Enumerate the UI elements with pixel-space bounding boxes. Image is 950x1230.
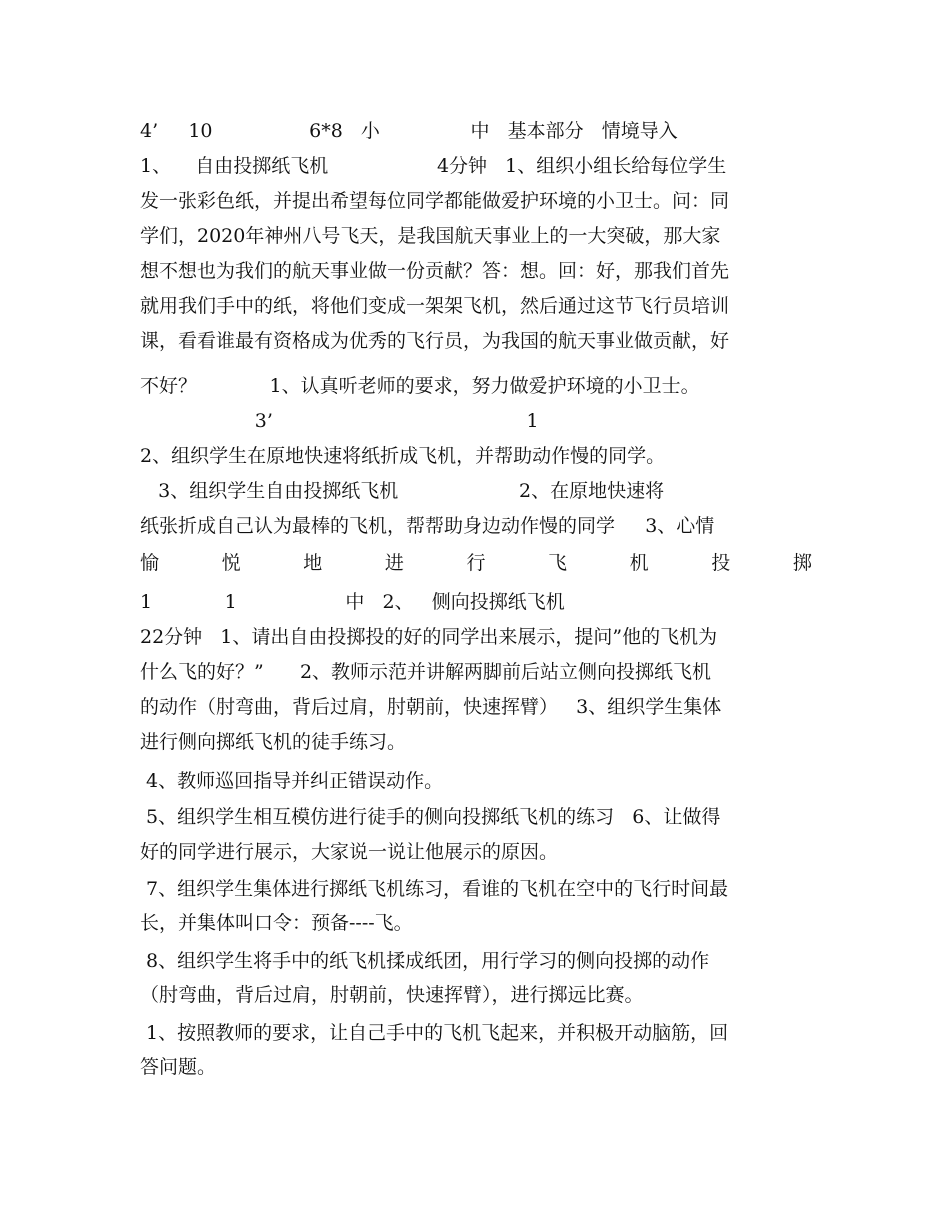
justified-glyph: 悦	[221, 552, 241, 574]
text-line: 2、组织学生在原地快速将纸折成飞机，并帮助动作慢的同学。	[140, 445, 666, 467]
text-line: 就用我们手中的纸，将他们变成一架架飞机，然后通过这节飞行员培训	[140, 295, 730, 317]
text-line: 7、组织学生集体进行掷纸飞机练习，看谁的飞机在空中的飞行时间最	[140, 878, 729, 900]
text-line: 8、组织学生将手中的纸飞机揉成纸团，用行学习的侧向投掷的动作	[140, 950, 710, 972]
text-line: 纸张折成自己认为最棒的飞机，帮帮助身边动作慢的同学 3、心情	[140, 515, 715, 537]
text-line: 22分钟 1、请出自由投掷投的好的同学出来展示，提问”他的飞机为	[140, 626, 718, 648]
text-line: 3、组织学生自由投掷纸飞机 2、在原地快速将	[140, 480, 665, 502]
text-line: 什么飞的好？” 2、教师示范并讲解两脚前后站立侧向投掷纸飞机	[140, 661, 712, 683]
text-line: 1、按照教师的要求，让自己手中的飞机飞起来，并积极开动脑筋，回	[140, 1022, 729, 1044]
justified-glyph: 机	[629, 552, 649, 574]
justified-glyph: 飞	[548, 552, 568, 574]
text-line: 长，并集体叫口令：预备----飞。	[140, 912, 413, 934]
text-line: （肘弯曲，背后过肩，肘朝前，快速挥臂），进行掷远比赛。	[140, 984, 644, 1006]
text-line: 1 1 中 2、 侧向投掷纸飞机	[140, 591, 565, 613]
text-line: 发一张彩色纸，并提出希望每位同学都能做爱护环境的小卫士。问：同	[140, 190, 730, 212]
justified-glyph: 投	[711, 552, 731, 574]
justified-glyph: 愉	[140, 552, 160, 574]
text-line: 5、组织学生相互模仿进行徒手的侧向投掷纸飞机的练习 6、让做得	[140, 806, 721, 828]
text-line: 进行侧向掷纸飞机的徒手练习。	[140, 731, 407, 753]
text-line: 1、 自由投掷纸飞机 4分钟 1、组织小组长给每位学生	[140, 155, 727, 177]
justified-glyph: 行	[466, 552, 486, 574]
text-line: 不好？ 1、认真听老师的要求，努力做爱护环境的小卫士。	[140, 375, 700, 397]
text-line: 3’ 1	[140, 410, 539, 432]
justified-glyph: 地	[303, 552, 323, 574]
text-line: 课，看看谁最有资格成为优秀的飞行员，为我国的航天事业做贡献，好	[140, 330, 730, 352]
text-line: 的动作（肘弯曲，背后过肩，肘朝前，快速挥臂） 3、组织学生集体	[140, 696, 722, 718]
text-line: 好的同学进行展示，大家说一说让他展示的原因。	[140, 841, 559, 863]
text-line: 4、教师巡回指导并纠正错误动作。	[140, 770, 444, 792]
text-line: 4’ 10 6*8 小 中 基本部分 情境导入	[140, 120, 678, 142]
text-line: 答问题。	[140, 1056, 217, 1078]
text-line: 想不想也为我们的航天事业做一份贡献？答：想。回：好，那我们首先	[140, 260, 730, 282]
text-line: 学们，2020年神州八号飞天，是我国航天事业上的一大突破，那大家	[140, 225, 721, 247]
justified-glyph: 进	[384, 552, 404, 574]
justified-glyph: 掷	[792, 552, 812, 574]
justified-text-line	[140, 546, 812, 580]
